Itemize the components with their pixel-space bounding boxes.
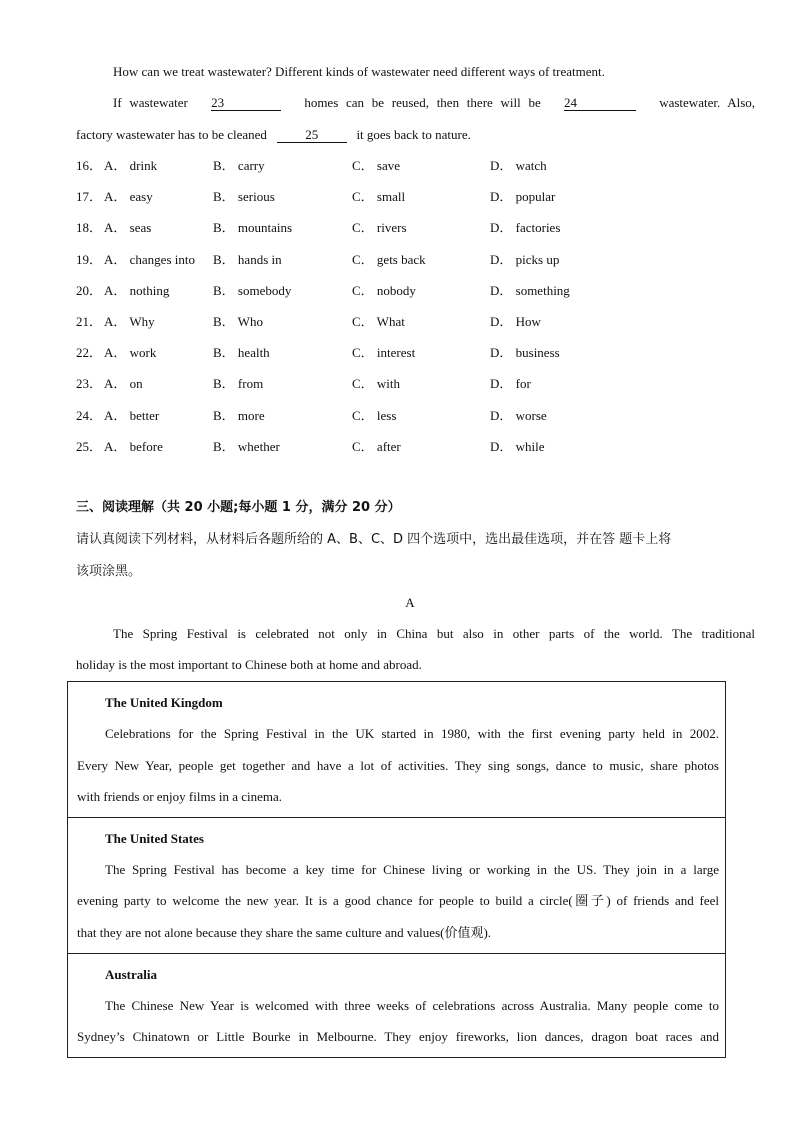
option-c[interactable]: C． save: [352, 158, 401, 173]
intro-text-3b: it goes back to nature.: [356, 127, 471, 142]
option-a[interactable]: A． seas: [104, 220, 152, 235]
option-b[interactable]: B． whether: [213, 439, 280, 454]
table-row-us: [68, 818, 725, 954]
intro-line-3: [76, 126, 718, 144]
option-c[interactable]: C． small: [352, 189, 406, 204]
option-c[interactable]: C． rivers: [352, 220, 407, 235]
table-us-line-3: that they are not alone because they share the same culture and values(价值观).: [77, 925, 492, 940]
blank-24[interactable]: 24: [564, 95, 636, 111]
table-australia-line-1: The Chinese New Year is welcomed with three weeks of celebrations across Australia. Many people come to: [105, 998, 719, 1013]
question-number: 18．: [76, 220, 103, 235]
question-number: 25．: [76, 439, 103, 454]
table-us-line-1: The Spring Festival has become a key time for Chinese living or working in the US. They join in a large: [105, 862, 719, 877]
option-d[interactable]: D． while: [490, 439, 545, 454]
section-3-title: 三、阅读理解（共 20 小题;每小题 1 分，满分 20 分）: [76, 500, 401, 515]
option-a[interactable]: A． drink: [104, 158, 158, 173]
option-b[interactable]: B． Who: [213, 314, 263, 329]
question-row: [76, 344, 718, 362]
question-number: 21．: [76, 314, 103, 329]
option-b[interactable]: B． more: [213, 408, 265, 423]
option-a[interactable]: A． better: [104, 408, 160, 423]
question-row: [76, 438, 718, 456]
option-d[interactable]: D． business: [490, 345, 560, 360]
option-d[interactable]: D． popular: [490, 189, 556, 204]
option-a[interactable]: A． Why: [104, 314, 155, 329]
option-a[interactable]: A． on: [104, 376, 143, 391]
table-us-line-2: evening party to welcome the new year. It is a good chance for people to build a circle(圈子) of friends and feel: [77, 893, 719, 908]
passage-para-1-text: The Spring Festival is celebrated not only in China but also in other parts of the world. The traditional: [113, 626, 755, 641]
option-d[interactable]: D． factories: [490, 220, 561, 235]
blank-23[interactable]: 23: [211, 95, 281, 111]
question-number: 22．: [76, 345, 103, 360]
intro-text-3a: factory wastewater has to be cleaned: [76, 127, 267, 142]
country-table: [67, 681, 726, 1058]
option-a[interactable]: A． work: [104, 345, 157, 360]
question-row: [76, 219, 718, 237]
question-number: 20．: [76, 283, 103, 298]
intro-line-1: [76, 63, 755, 81]
blank-25[interactable]: 25: [277, 127, 347, 143]
option-b[interactable]: B． mountains: [213, 220, 293, 235]
table-uk-line-3: with friends or enjoy films in a cinema.: [77, 789, 283, 804]
option-c[interactable]: C． with: [352, 376, 401, 391]
intro-text-2c: wastewater. Also,: [659, 95, 756, 110]
passage-label: A: [405, 595, 415, 610]
table-australia-line-2: Sydney’s Chinatown or Little Bourke in Melbourne. They enjoy fireworks, lion dances, dragon boat races and: [77, 1029, 719, 1044]
question-number: 16．: [76, 158, 103, 173]
intro-text-1: How can we treat wastewater? Different kinds of wastewater need different ways of treatment.: [113, 64, 605, 79]
option-c[interactable]: C． interest: [352, 345, 416, 360]
option-c[interactable]: C． gets back: [352, 252, 426, 267]
option-b[interactable]: B． carry: [213, 158, 265, 173]
question-number: 19．: [76, 252, 103, 267]
option-d[interactable]: D． picks up: [490, 252, 560, 267]
option-c[interactable]: C． less: [352, 408, 397, 423]
question-row: [76, 157, 718, 175]
question-number: 23．: [76, 376, 103, 391]
option-b[interactable]: B． hands in: [213, 252, 282, 267]
intro-text-2b: homes can be reused, then there will be: [304, 95, 541, 110]
question-row: [76, 251, 718, 269]
question-row: [76, 407, 718, 425]
passage-para-1: [76, 625, 755, 643]
option-c[interactable]: C． nobody: [352, 283, 416, 298]
option-b[interactable]: B． health: [213, 345, 270, 360]
option-a[interactable]: A． before: [104, 439, 163, 454]
option-d[interactable]: D． How: [490, 314, 541, 329]
question-row: [76, 188, 718, 206]
question-number: 24．: [76, 408, 103, 423]
table-row-australia: [68, 954, 725, 1057]
intro-line-2: [76, 94, 755, 112]
option-c[interactable]: C． What: [352, 314, 405, 329]
section-3-instruction-1: 请认真阅读下列材料，从材料后各题所给的 A、B、C、D 四个选项中，选出最佳选项，并在答 题卡上将: [76, 532, 672, 547]
section-3-instruction-2: 该项涂黑。: [76, 564, 142, 579]
option-d[interactable]: D． watch: [490, 158, 547, 173]
option-b[interactable]: B． somebody: [213, 283, 292, 298]
table-uk-line-1: Celebrations for the Spring Festival in the UK started in 1980, with the first evening party held in 2002.: [105, 726, 719, 741]
option-a[interactable]: A． changes into: [104, 252, 195, 267]
question-row: [76, 375, 718, 393]
option-b[interactable]: B． from: [213, 376, 264, 391]
table-uk-line-2: Every New Year, people get together and have a lot of activities. They sing songs, dance to music, share photos: [77, 758, 719, 773]
table-row-uk: [68, 682, 725, 818]
question-row: [76, 282, 718, 300]
table-heading-australia: Australia: [105, 967, 157, 982]
question-number: 17．: [76, 189, 103, 204]
option-d[interactable]: D． worse: [490, 408, 547, 423]
option-b[interactable]: B． serious: [213, 189, 275, 204]
table-heading-uk: The United Kingdom: [105, 695, 223, 710]
passage-para-2: holiday is the most important to Chinese both at home and abroad.: [76, 657, 422, 672]
option-d[interactable]: D． for: [490, 376, 531, 391]
question-row: [76, 313, 718, 331]
option-a[interactable]: A． nothing: [104, 283, 170, 298]
table-heading-us: The United States: [105, 831, 204, 846]
intro-text-2a: If wastewater: [113, 95, 188, 110]
option-d[interactable]: D． something: [490, 283, 570, 298]
option-a[interactable]: A． easy: [104, 189, 153, 204]
option-c[interactable]: C． after: [352, 439, 401, 454]
